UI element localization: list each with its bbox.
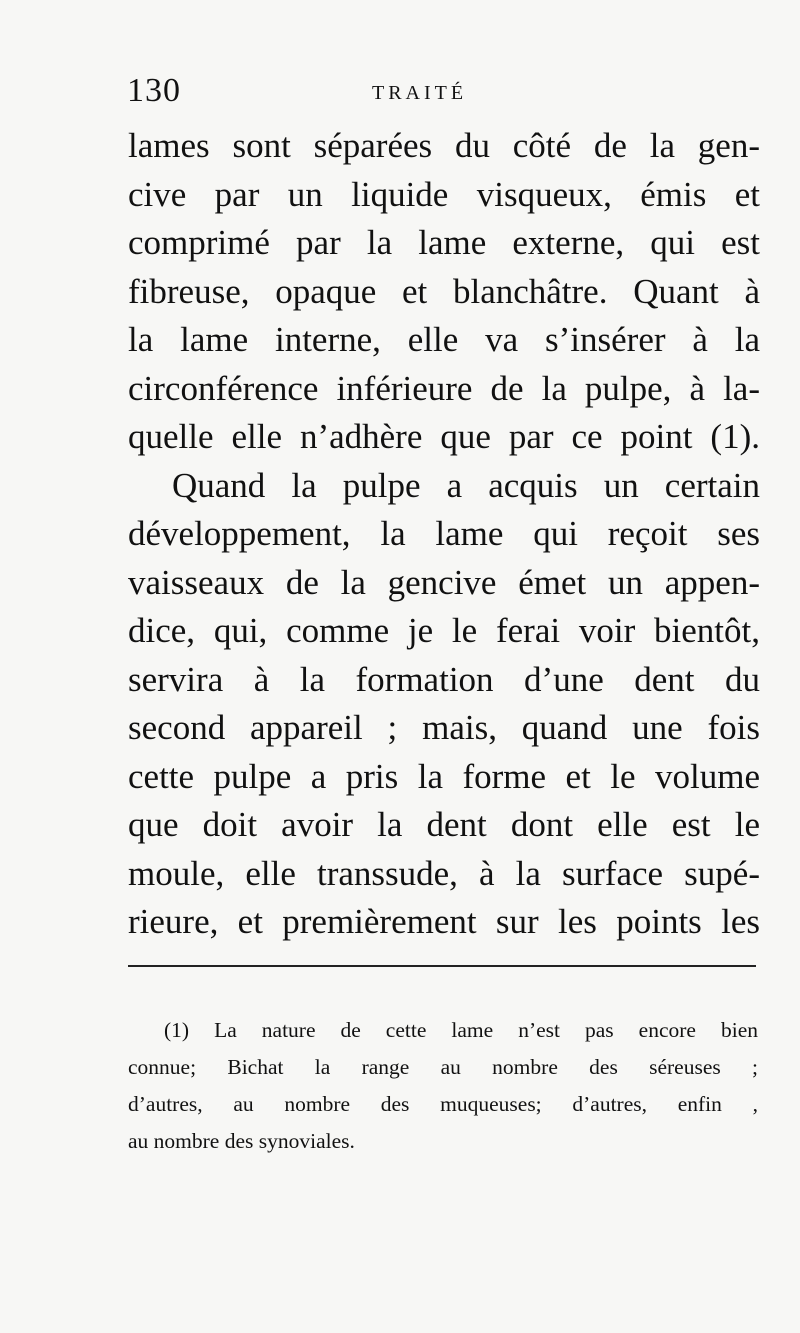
- text-line: vaisseaux de la gencive émet un appen-: [128, 562, 760, 602]
- text-line: dice, qui, comme je le ferai voir bientôt,: [128, 611, 760, 650]
- running-head: TRAITÉ: [372, 82, 468, 104]
- text-line: servira à la formation d’une dent du: [128, 659, 760, 699]
- text-line: développement, la lame qui reçoit ses: [128, 514, 760, 553]
- page-number: 130: [127, 72, 181, 109]
- text-line: lames sont séparées du côté de la gen-: [128, 126, 760, 165]
- footnote-line: d’autres, au nombre des muqueuses; d’autres, enfin ,: [128, 1092, 758, 1116]
- text-line: second appareil ; mais, quand une fois: [128, 708, 760, 747]
- text-line: moule, elle transsude, à la surface supé-: [128, 853, 760, 893]
- footnote-rule: [128, 965, 756, 967]
- text-line: cive par un liquide visqueux, émis et: [128, 174, 760, 214]
- page-header: [127, 72, 760, 112]
- text-line: circonférence inférieure de la pulpe, à la-: [128, 368, 760, 408]
- text-line: Quand la pulpe a acquis un certain: [172, 465, 760, 505]
- text-line: quelle elle n’adhère que par ce point (1).: [128, 417, 760, 456]
- main-text: [128, 122, 760, 947]
- footnote-line: (1) La nature de cette lame n’est pas encore bien: [164, 1018, 758, 1042]
- footnote-line: connue; Bichat la range au nombre des séreuses ;: [128, 1055, 758, 1079]
- text-line: fibreuse, opaque et blanchâtre. Quant à: [128, 271, 760, 311]
- text-line: que doit avoir la dent dont elle est le: [128, 805, 760, 844]
- footnote-line: au nombre des synoviales.: [128, 1129, 355, 1153]
- text-line: la lame interne, elle va s’insérer à la: [128, 320, 760, 359]
- footnote: [128, 1012, 758, 1160]
- text-line: comprimé par la lame externe, qui est: [128, 223, 760, 262]
- text-line: rieure, et premièrement sur les points les: [128, 902, 760, 941]
- text-line: cette pulpe a pris la forme et le volume: [128, 756, 760, 796]
